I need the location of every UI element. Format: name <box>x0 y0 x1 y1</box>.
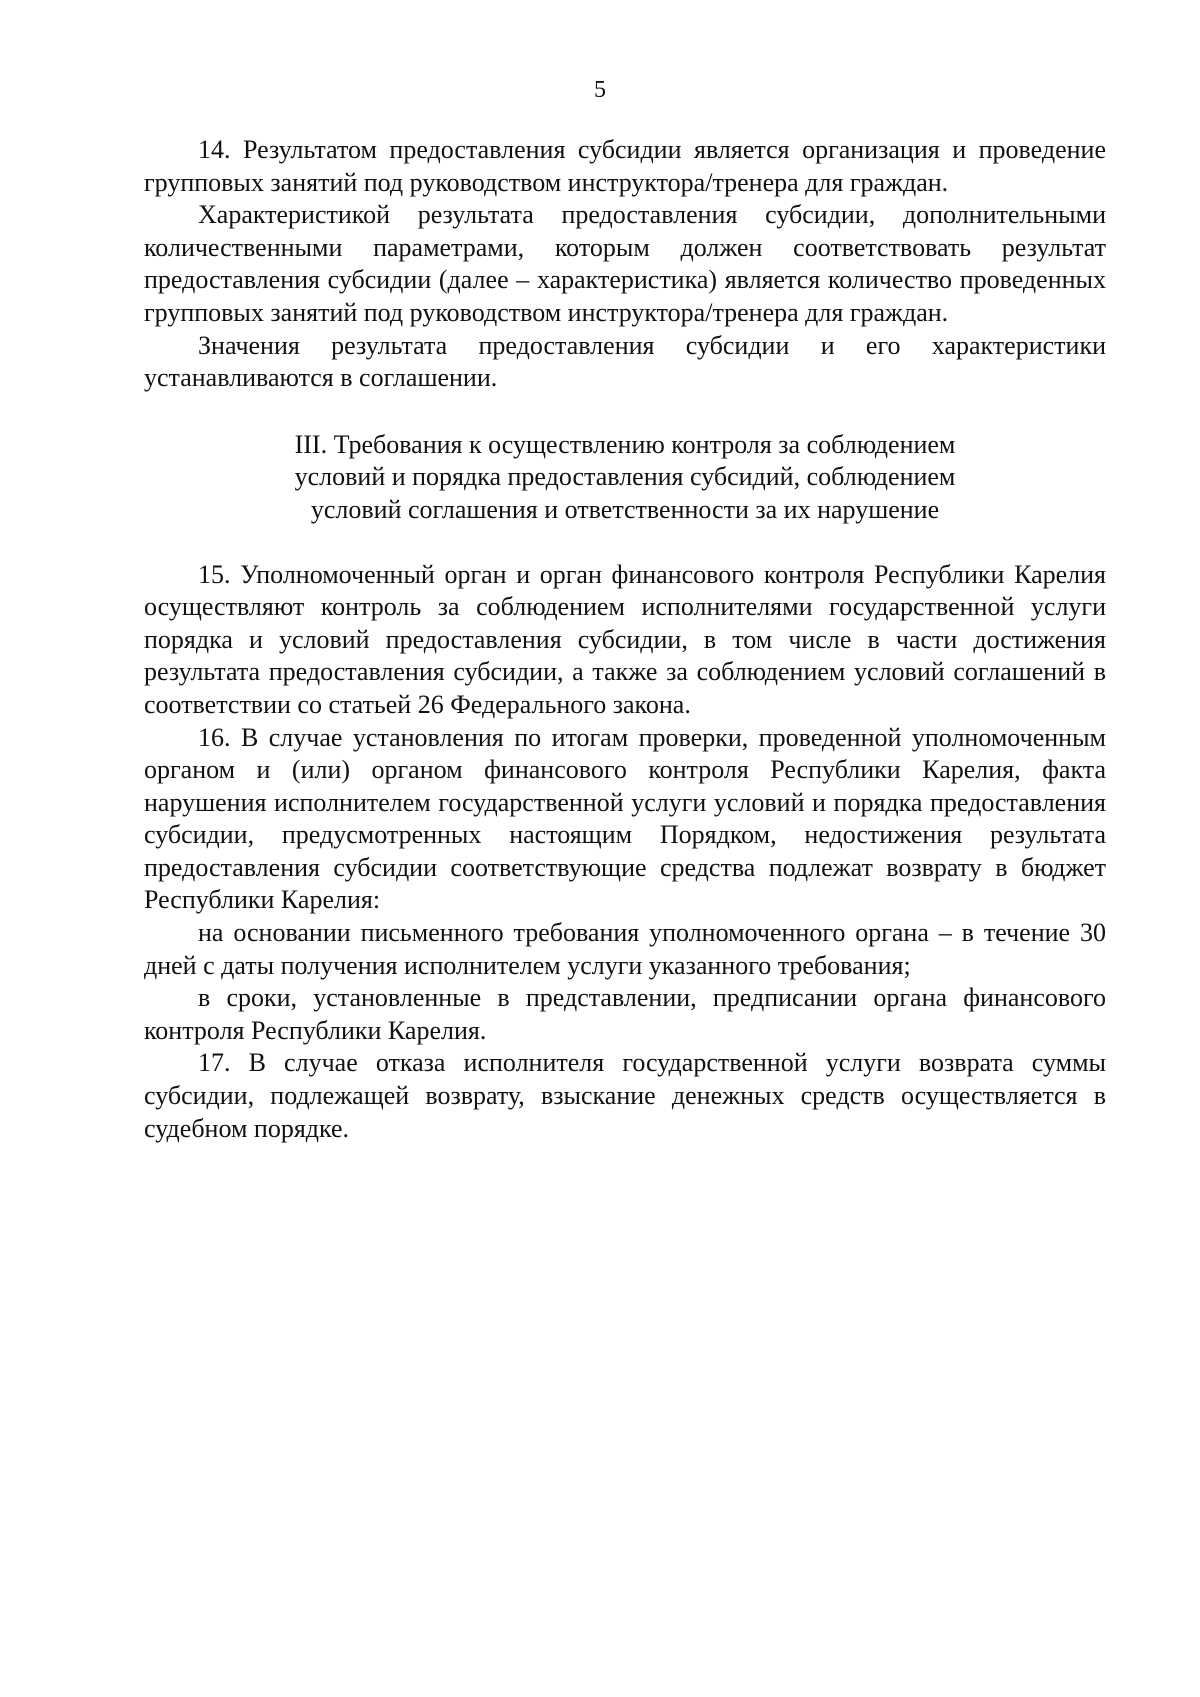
document-body <box>144 134 1106 1145</box>
paragraph-16-written-demand: на основании письменного требования уполномоченного органа – в течение 30 дней с даты получения исполнителем услуги указанного требования; <box>144 918 1106 980</box>
paragraph-16: 16. В случае установления по итогам проверки, проведенной уполномоченным органом и (или) органом финансового контроля Республики Карелия, факта нарушения исполнителем государственной услуги условий и порядка предоставления субсидии, предусмотренных настоящим Порядком, недостижения результата предоставления субсидии соответствующие средства подлежат возврату в бюджет Республики Карелия: <box>144 722 1106 915</box>
page-number: 5 <box>594 77 606 103</box>
paragraph-result-characteristic: Характеристикой результата предоставления субсидии, дополнительными количественными параметрами, которым должен соответствовать результат предоставления субсидии (далее – характеристика) является количество проведенных групповых занятий под руководством инструктора/тренера для граждан. <box>144 200 1106 327</box>
paragraph-result-values: Значения результата предоставления субсидии и его характеристики устанавливаются в соглашении. <box>144 330 1106 393</box>
section-heading-line: III. Требования к осуществлению контроля за соблюдением <box>294 429 956 459</box>
section-heading-line: условий и порядка предоставления субсидий, соблюдением <box>294 462 956 492</box>
paragraph-15: 15. Уполномоченный орган и орган финансового контроля Республики Карелия осуществляют контроль за соблюдением исполнителями государственной услуги порядка и условий предоставления субсидии, в том числе в части достижения результата предоставления субсидии, а также за соблюдением условий соглашений в соответствии со статьей 26 Федерального закона. <box>144 559 1106 719</box>
section-heading <box>144 429 1106 527</box>
section-heading-line: условий соглашения и ответственности за их нарушение <box>310 494 940 524</box>
paragraph-14: 14. Результатом предоставления субсидии является организация и проведение групповых занятий под руководством инструктора/тренера для граждан. <box>144 135 1106 197</box>
paragraph-16-deadlines: в сроки, установленные в представлении, предписании органа финансового контроля Республики Карелия. <box>144 983 1106 1045</box>
paragraph-17: 17. В случае отказа исполнителя государственной услуги возврата суммы субсидии, подлежащей возврату, взыскание денежных средств осуществляется в судебном порядке. <box>144 1048 1106 1143</box>
